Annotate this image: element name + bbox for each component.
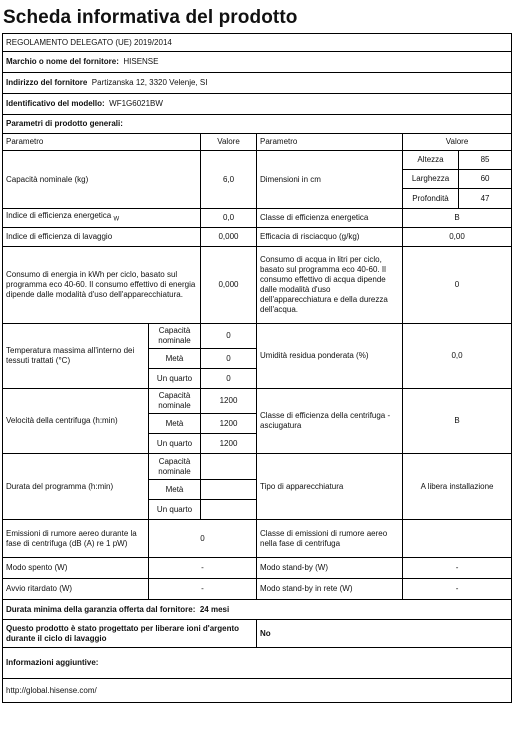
noise-label: Emissioni di rumore aereo durante la fase di centrifuga (dB (A) re 1 pW) bbox=[3, 520, 149, 558]
header-value-right: Valore bbox=[403, 134, 512, 151]
warranty-row bbox=[3, 600, 512, 620]
energy-consumption-label: Consumo di energia in kWh per ciclo, basato sul programma eco 40-60. Il consumo effettivo di energia dipende dalle modalità d'uso dell'apparecchiatura. bbox=[3, 247, 201, 324]
load-full-label: Capacità nominale bbox=[149, 454, 201, 480]
warranty-value: 24 mesi bbox=[199, 604, 230, 614]
height-label: Altezza bbox=[403, 151, 459, 170]
programme-duration-full bbox=[201, 454, 257, 480]
load-half-label: Metà bbox=[149, 349, 201, 369]
spin-class-label: Classe di efficienza della centrifuga -asciugatura bbox=[257, 389, 403, 454]
energy-consumption-value: 0,000 bbox=[201, 247, 257, 324]
supplier-address-value: Partizanska 12, 3320 Velenje, SI bbox=[91, 78, 208, 87]
load-quarter-label: Un quarto bbox=[149, 369, 201, 389]
warranty-label: Durata minima della garanzia offerta dal fornitore: bbox=[6, 604, 196, 614]
max-temperature-quarter: 0 bbox=[201, 369, 257, 389]
washing-index-value: 0,000 bbox=[201, 228, 257, 247]
silver-ions-value: No bbox=[257, 620, 512, 648]
energy-class-value: B bbox=[403, 209, 512, 228]
eei-label bbox=[3, 209, 201, 228]
programme-duration-half bbox=[201, 480, 257, 500]
eei-value: 0,0 bbox=[201, 209, 257, 228]
load-half-label: Metà bbox=[149, 414, 201, 434]
spin-speed-half: 1200 bbox=[201, 414, 257, 434]
noise-value: 0 bbox=[149, 520, 257, 558]
load-half-label: Metà bbox=[149, 480, 201, 500]
water-consumption-label: Consumo di acqua in litri per ciclo, basato sul programma eco 40-60. Il consumo effettivo di acqua dipende dalle modalità d'uso dell'apparecchiatura e della durezza dell'acqua. bbox=[257, 247, 403, 324]
programme-duration-label: Durata del programma (h:min) bbox=[3, 454, 149, 520]
rated-capacity-value: 6,0 bbox=[201, 151, 257, 209]
general-params-title: Parametri di prodotto generali: bbox=[3, 115, 512, 134]
delay-start-value: - bbox=[149, 579, 257, 600]
model-identifier-value: WF1G6021BW bbox=[109, 99, 163, 108]
additional-info-label: Informazioni aggiuntive: bbox=[3, 648, 512, 679]
max-temperature-half: 0 bbox=[201, 349, 257, 369]
header-parameter-right: Parametro bbox=[257, 134, 403, 151]
noise-class-value bbox=[403, 520, 512, 558]
standby-mode-value: - bbox=[403, 558, 512, 579]
dimensions-label: Dimensioni in cm bbox=[257, 151, 403, 209]
networked-standby-value: - bbox=[403, 579, 512, 600]
moisture-label: Umidità residua ponderata (%) bbox=[257, 324, 403, 389]
rinsing-label: Efficacia di risciacquo (g/kg) bbox=[257, 228, 403, 247]
load-quarter-label: Un quarto bbox=[149, 500, 201, 520]
appliance-type-label: Tipo di apparecchiatura bbox=[257, 454, 403, 520]
max-temperature-label: Temperatura massima all'interno dei tessuti trattati (°C) bbox=[3, 324, 149, 389]
eei-subscript: W bbox=[113, 217, 120, 224]
height-value: 85 bbox=[459, 151, 512, 170]
model-identifier-label: Identificativo del modello: bbox=[6, 99, 105, 108]
rinsing-value: 0,00 bbox=[403, 228, 512, 247]
regulation-reference: REGOLAMENTO DELEGATO (UE) 2019/2014 bbox=[3, 34, 512, 52]
energy-class-label: Classe di efficienza energetica bbox=[257, 209, 403, 228]
eei-label-text: Indice di efficienza energetica bbox=[6, 211, 112, 221]
networked-standby-label: Modo stand-by in rete (W) bbox=[257, 579, 403, 600]
load-quarter-label: Un quarto bbox=[149, 434, 201, 454]
supplier-address-row bbox=[3, 73, 512, 94]
width-label: Larghezza bbox=[403, 170, 459, 189]
product-fiche-table bbox=[2, 33, 512, 703]
load-full-label: Capacità nominale bbox=[149, 324, 201, 349]
model-identifier-row bbox=[3, 94, 512, 115]
delay-start-label: Avvio ritardato (W) bbox=[3, 579, 149, 600]
appliance-type-value: A libera installazione bbox=[403, 454, 512, 520]
silver-ions-label: Questo prodotto è stato progettato per liberare ioni d'argento durante il ciclo di lavaggio bbox=[3, 620, 257, 648]
header-parameter-left: Parametro bbox=[3, 134, 201, 151]
spin-speed-quarter: 1200 bbox=[201, 434, 257, 454]
supplier-trademark-label: Marchio o nome del fornitore: bbox=[6, 57, 119, 66]
noise-class-label: Classe di emissioni di rumore aereo nella fase di centrifuga bbox=[257, 520, 403, 558]
washing-index-label: Indice di efficienza di lavaggio bbox=[3, 228, 201, 247]
spin-speed-label: Velocità della centrifuga (h:min) bbox=[3, 389, 149, 454]
additional-info-link[interactable]: http://global.hisense.com/ bbox=[3, 679, 512, 703]
spin-class-value: B bbox=[403, 389, 512, 454]
rated-capacity-label: Capacità nominale (kg) bbox=[3, 151, 201, 209]
page-title: Scheda informativa del prodotto bbox=[3, 7, 298, 28]
supplier-trademark-value: HISENSE bbox=[123, 57, 159, 66]
off-mode-value: - bbox=[149, 558, 257, 579]
max-temperature-full: 0 bbox=[201, 324, 257, 349]
moisture-value: 0,0 bbox=[403, 324, 512, 389]
water-consumption-value: 0 bbox=[403, 247, 512, 324]
standby-mode-label: Modo stand-by (W) bbox=[257, 558, 403, 579]
depth-value: 47 bbox=[459, 189, 512, 209]
header-value-left: Valore bbox=[201, 134, 257, 151]
programme-duration-quarter bbox=[201, 500, 257, 520]
depth-label: Profondità bbox=[403, 189, 459, 209]
load-full-label: Capacità nominale bbox=[149, 389, 201, 414]
supplier-trademark-row bbox=[3, 52, 512, 73]
spin-speed-full: 1200 bbox=[201, 389, 257, 414]
supplier-address-label: Indirizzo del fornitore bbox=[6, 78, 88, 87]
off-mode-label: Modo spento (W) bbox=[3, 558, 149, 579]
width-value: 60 bbox=[459, 170, 512, 189]
